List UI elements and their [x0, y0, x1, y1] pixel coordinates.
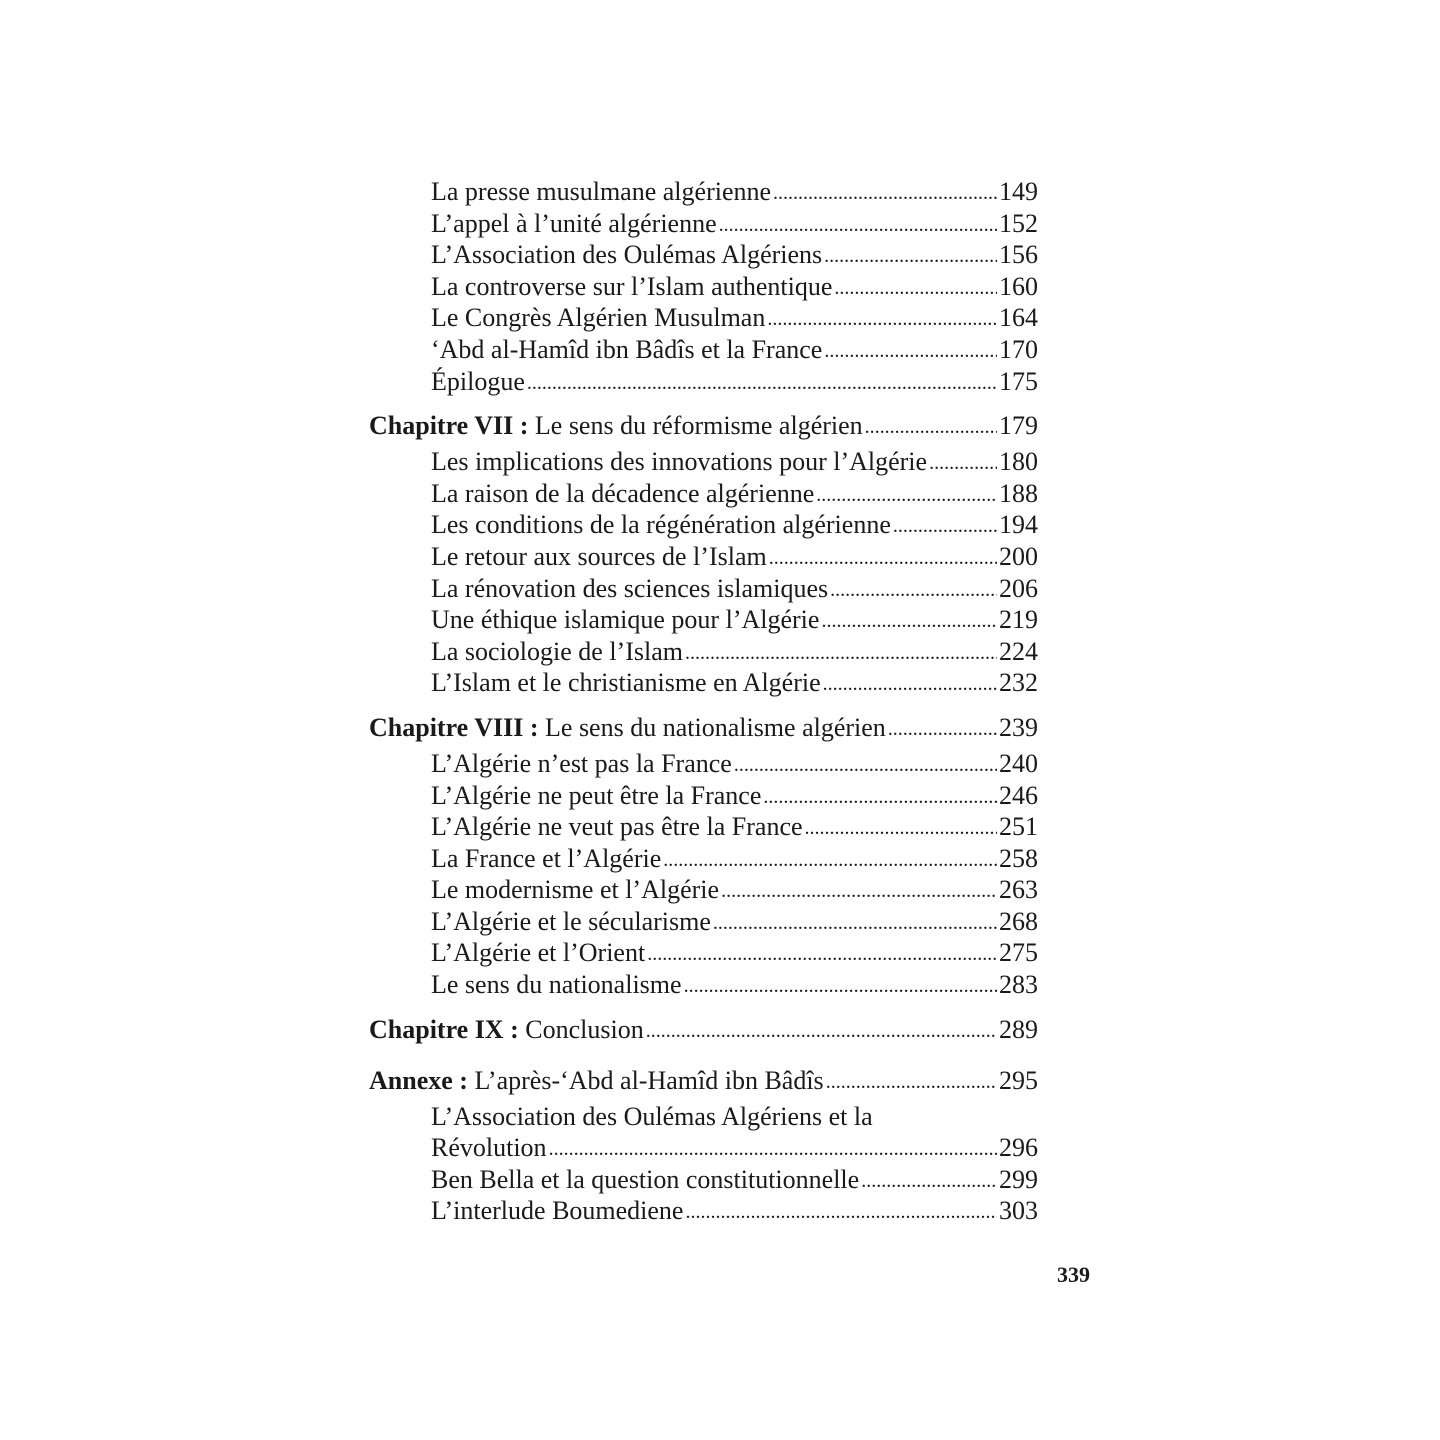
dot-leader: [888, 710, 997, 746]
toc-entry: [369, 573, 1038, 605]
toc-entry-page: 283: [999, 970, 1038, 1000]
toc-entry-page: 258: [999, 843, 1038, 873]
dot-leader: [929, 445, 997, 480]
toc-entry: [369, 334, 1038, 366]
toc-entry-page: 152: [999, 208, 1038, 238]
toc-entry: [369, 811, 1038, 843]
toc-entry-page: 251: [999, 812, 1038, 842]
chapter-heading-8: [369, 711, 1038, 744]
dot-leader: [773, 175, 997, 210]
dot-leader: [721, 873, 997, 908]
toc-entry-page: 275: [999, 938, 1038, 968]
toc-entry-label: Ben Bella et la question constitutionnelle: [431, 1164, 860, 1194]
chapter-title: L’après-‘Abd al-Hamîd ibn Bâdîs: [474, 1065, 824, 1095]
toc-entry-label: Le Congrès Algérien Musulman: [431, 303, 766, 333]
toc-entry-label: Les conditions de la régénération algérienne: [431, 510, 891, 540]
dot-leader: [824, 238, 997, 273]
toc-entry-label: L’Algérie n’est pas la France: [431, 748, 732, 778]
toc-entry-page: 175: [999, 366, 1038, 396]
page-number: 339: [1057, 1262, 1090, 1287]
toc-entry-label: La raison de la décadence algérienne: [431, 478, 815, 508]
toc-entry-page: 188: [999, 478, 1038, 508]
dot-leader: [767, 301, 997, 336]
toc-entry: [369, 604, 1038, 636]
toc-entry-label: Le modernisme et l’Algérie: [431, 875, 720, 905]
toc-entry: [369, 843, 1038, 875]
dot-leader: [826, 1063, 997, 1099]
toc-entry-page: 296: [999, 1133, 1038, 1163]
chapter-page: 239: [999, 712, 1038, 742]
dot-leader: [685, 1194, 997, 1229]
toc-entry-label: La sociologie de l’Islam: [431, 636, 683, 666]
toc-entry-page: 299: [999, 1164, 1038, 1194]
chapter-label: [369, 409, 863, 442]
toc-entry-label: Une éthique islamique pour l’Algérie: [431, 605, 820, 635]
toc-entry-label: ‘Abd al-Hamîd ibn Bâdîs et la France: [431, 334, 823, 364]
chapter-title: Le sens du réformisme algérien: [534, 411, 863, 441]
chapter-label: [369, 1013, 644, 1046]
dot-leader: [713, 905, 997, 940]
dot-leader: [549, 1131, 997, 1166]
toc-entry-label: L’Algérie et l’Orient: [431, 938, 646, 968]
dot-leader: [816, 477, 997, 512]
toc-entry: [369, 541, 1038, 573]
chapter-heading-7: [369, 409, 1038, 442]
dot-leader: [663, 842, 997, 877]
toc-entry-page: 164: [999, 303, 1038, 333]
toc-entry-page: 268: [999, 906, 1038, 936]
toc-entry-page: 246: [999, 780, 1038, 810]
dot-leader: [734, 747, 997, 782]
dot-leader: [805, 810, 997, 845]
chapter-title: Le sens du nationalisme algérien: [545, 712, 886, 742]
chapter-prefix: Annexe :: [369, 1065, 468, 1095]
toc-entry-page: 303: [999, 1196, 1038, 1226]
toc-entry: [369, 1164, 1038, 1196]
chapter-label: [369, 1064, 824, 1097]
toc-entry-page: 219: [999, 605, 1038, 635]
toc-entry-label: L’interlude Boumediene: [431, 1196, 684, 1226]
toc-entry-page: 263: [999, 875, 1038, 905]
annexe-heading: [369, 1064, 1038, 1097]
toc-entry-label: L’Association des Oulémas Algériens: [431, 240, 823, 270]
toc-entry-line-1: [369, 1101, 1038, 1133]
toc-entry-label: L’Algérie et le sécularisme: [431, 906, 711, 936]
toc-entry: [369, 446, 1038, 478]
dot-leader: [824, 333, 997, 368]
dot-leader: [646, 1012, 997, 1048]
toc-entry: [369, 636, 1038, 668]
toc-entry-label: Le sens du nationalisme: [431, 970, 682, 1000]
toc-entry: [369, 1195, 1038, 1227]
toc-entry: [369, 478, 1038, 510]
chapter-label: [369, 711, 886, 744]
toc-entry: [369, 667, 1038, 699]
toc-entry-label: Révolution: [431, 1133, 547, 1163]
dot-leader: [834, 270, 997, 305]
dot-leader: [830, 572, 997, 607]
toc-entry-label: La rénovation des sciences islamiques: [431, 573, 829, 603]
toc-entry: [369, 302, 1038, 334]
toc-entry-label: L’Algérie ne veut pas être la France: [431, 812, 803, 842]
toc-entry-label: Le retour aux sources de l’Islam: [431, 541, 767, 571]
dot-leader: [684, 968, 997, 1003]
toc-entry-label: La controverse sur l’Islam authentique: [431, 271, 833, 301]
dot-leader: [865, 408, 997, 444]
toc-entry-label: L’Association des Oulémas Algériens et la: [431, 1101, 873, 1131]
toc-entry: [369, 366, 1038, 398]
toc-entry-page: 200: [999, 541, 1038, 571]
toc-entry: [369, 176, 1038, 208]
toc-entry-page: 240: [999, 748, 1038, 778]
chapter-page: 179: [999, 411, 1038, 441]
toc-entry: [369, 906, 1038, 938]
chapter-prefix: Chapitre IX :: [369, 1014, 519, 1044]
toc-entry-page: 224: [999, 636, 1038, 666]
toc-entry: [369, 969, 1038, 1001]
chapter-title: Conclusion: [525, 1014, 644, 1044]
dot-leader: [823, 666, 997, 701]
chapter-page: 295: [999, 1065, 1038, 1095]
toc-entry-label: La France et l’Algérie: [431, 843, 662, 873]
dot-leader: [893, 508, 997, 543]
table-of-contents: [369, 176, 1038, 1227]
toc-entry-label: L’Algérie ne peut être la France: [431, 780, 762, 810]
toc-entry-page: 160: [999, 271, 1038, 301]
toc-entry: [369, 874, 1038, 906]
dot-leader: [685, 635, 997, 670]
toc-entry-label: Épilogue: [431, 366, 525, 396]
chapter-prefix: Chapitre VII :: [369, 411, 529, 441]
dot-leader: [527, 365, 997, 400]
toc-entry: [369, 937, 1038, 969]
toc-entry-page: 149: [999, 177, 1038, 206]
toc-entry-page: 194: [999, 510, 1038, 540]
toc-entry: [369, 1132, 1038, 1164]
toc-entry-label: La presse musulmane algérienne: [431, 177, 772, 206]
toc-entry-page: 180: [999, 447, 1038, 477]
toc-entry-page: 156: [999, 240, 1038, 270]
toc-entry-page: 232: [999, 668, 1038, 698]
chapter-heading-9: [369, 1013, 1038, 1046]
chapter-prefix: Chapitre VIII :: [369, 712, 539, 742]
toc-entry-label: L’appel à l’unité algérienne: [431, 208, 717, 238]
toc-entry: [369, 271, 1038, 303]
chapter-page: 289: [999, 1014, 1038, 1044]
toc-entry: [369, 780, 1038, 812]
dot-leader: [763, 779, 997, 814]
dot-leader: [821, 603, 997, 638]
toc-entry: [369, 239, 1038, 271]
dot-leader: [769, 540, 997, 575]
toc-entry: [369, 748, 1038, 780]
toc-entry: [369, 509, 1038, 541]
toc-entry: [369, 208, 1038, 240]
toc-entry-label: L’Islam et le christianisme en Algérie: [431, 668, 821, 698]
dot-leader: [719, 207, 997, 242]
toc-entry-page: 170: [999, 334, 1038, 364]
dot-leader: [647, 936, 997, 971]
toc-entry-page: 206: [999, 573, 1038, 603]
toc-entry-label: Les implications des innovations pour l’Algérie: [431, 447, 928, 477]
dot-leader: [861, 1163, 997, 1198]
